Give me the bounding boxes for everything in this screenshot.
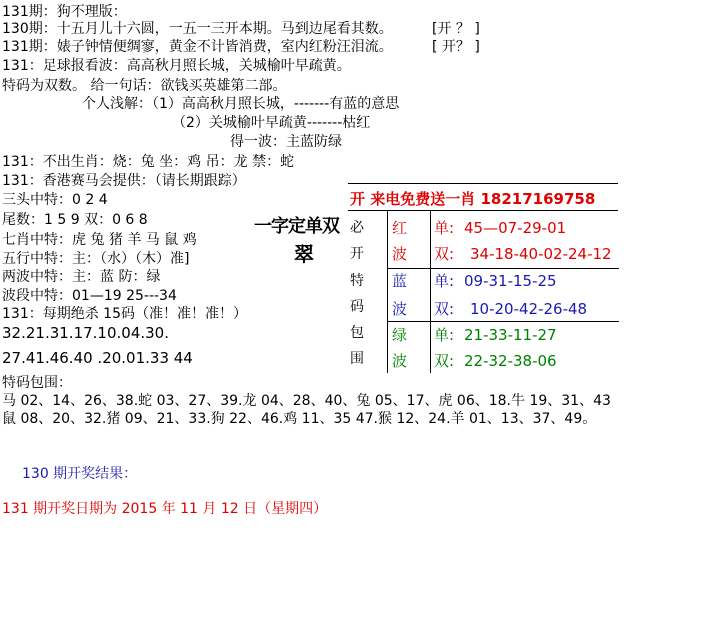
- kill-numbers-2: 27.41.46.40 .20.01.33 44: [2, 349, 193, 367]
- two-waves-line: 两波中特：主：蓝 防：绿: [2, 269, 161, 285]
- nums-odd-blue: 09-31-15-25: [464, 272, 557, 290]
- nums-even-red: 34-18-40-02-24-12: [470, 245, 612, 263]
- special-code-heading: 特码包围：: [2, 375, 72, 391]
- kill-15-line: 131：每期绝杀 15码（准！准！准！）: [2, 306, 247, 322]
- nums-even-blue: 10-20-42-26-48: [470, 300, 588, 318]
- wave-label-blue: 蓝: [392, 272, 408, 290]
- kind-odd-red: 单:: [434, 219, 455, 237]
- zodiac-numbers-2: 鼠 08、20、32.猪 09、21、33.狗 22、46.鸡 11、35 47.猴 12、24.羊 01、13、37、49。: [2, 411, 597, 427]
- side-char-6: 围: [350, 351, 364, 367]
- draw-date-line: 131 期开奖日期为 2015 年 11 月 12 日（星期四）: [2, 501, 328, 517]
- kind-even-blue: 双:: [434, 300, 455, 318]
- zodiac-exclude-line: 131：不出生肖：烧：兔 坐：鸡 吊：龙 禁：蛇: [2, 154, 295, 170]
- nums-odd-green: 21-33-11-27: [464, 326, 557, 344]
- stamp-line-2: 翠: [294, 242, 314, 266]
- kind-odd-green: 单:: [434, 326, 455, 344]
- five-elements-line: 五行中特：主：（水）（木）准]: [2, 251, 190, 267]
- riddle-bracket-131: [ 开？ ]: [432, 39, 480, 55]
- panel-left-divider: [387, 210, 388, 373]
- panel-top-rule: [348, 183, 618, 184]
- side-char-1: 必: [350, 220, 364, 236]
- nums-odd-red: 45—07-29-01: [464, 219, 567, 237]
- kind-even-green: 双:: [434, 352, 455, 370]
- panel-rule-blue-green: [387, 321, 619, 322]
- wave-label-red: 红: [392, 219, 408, 237]
- header-line: 131期：狗不理版：: [2, 4, 127, 20]
- seven-zodiac-line: 七肖中特：虎 兔 猪 羊 马 鼠 鸡: [2, 232, 197, 248]
- side-char-5: 包: [350, 325, 364, 341]
- explanation-2: （2）关城榆叶早疏黄-------枯红: [172, 115, 371, 131]
- wave-label-green: 绿: [392, 326, 408, 344]
- wave-label-red-2: 波: [392, 245, 408, 263]
- riddle-line-131: 131期：婊子钟情便绸寥，黄金不计皆消费，室内红粉汪泪流。: [2, 39, 393, 55]
- wave-label-green-2: 波: [392, 352, 408, 370]
- riddle-line-130: 130期：十五月儿十六圆，一五一三开本期。马到边尾看其数。: [2, 21, 393, 37]
- promo-hotline: 开 来电免费送一肖 18217169758: [350, 190, 596, 208]
- side-char-2: 开: [350, 246, 364, 262]
- result-130-heading: 130 期开奖结果：: [22, 466, 138, 482]
- jockey-club-line: 131：香港赛马会提供：（请长期跟踪）: [2, 173, 246, 189]
- panel-rule-red-blue: [387, 268, 619, 269]
- panel-mid-divider: [430, 210, 431, 373]
- riddle-bracket-130: [开 ？ ]: [432, 21, 480, 37]
- kind-odd-blue: 单:: [434, 272, 455, 290]
- explanation-1: 个人浅解：（1）高高秋月照长城，-------有蓝的意思: [82, 96, 400, 112]
- single-double-stamp: [254, 212, 339, 274]
- even-number-line: 特码为双数。 给一句话：欲钱买英雄第二部。: [2, 78, 287, 94]
- three-heads-line: 三头中特：0 2 4: [2, 192, 108, 208]
- side-char-4: 码: [350, 299, 364, 315]
- kill-numbers-1: 32.21.31.17.10.04.30.: [2, 324, 169, 342]
- wave-hint: 得一波：主蓝防绿: [230, 134, 342, 150]
- side-char-3: 特: [350, 273, 364, 289]
- kind-even-red: 双:: [434, 245, 455, 263]
- panel-rule-under-hotline: [348, 210, 618, 211]
- nums-even-green: 22-32-38-06: [464, 352, 557, 370]
- wave-label-blue-2: 波: [392, 300, 408, 318]
- zodiac-numbers-1: 马 02、14、26、38.蛇 03、27、39.龙 04、28、40、兔 05、17、虎 06、18.牛 19、31、43: [2, 393, 611, 409]
- stamp-line-1: 一字定单双: [254, 216, 339, 237]
- football-line: 131：足球报看波：高高秋月照长城，关城榆叶早疏黄。: [2, 58, 351, 74]
- wave-range-line: 波段中特：01—19 25---34: [2, 288, 177, 304]
- tail-numbers-line: 尾数：1 5 9 双：0 6 8: [2, 212, 148, 228]
